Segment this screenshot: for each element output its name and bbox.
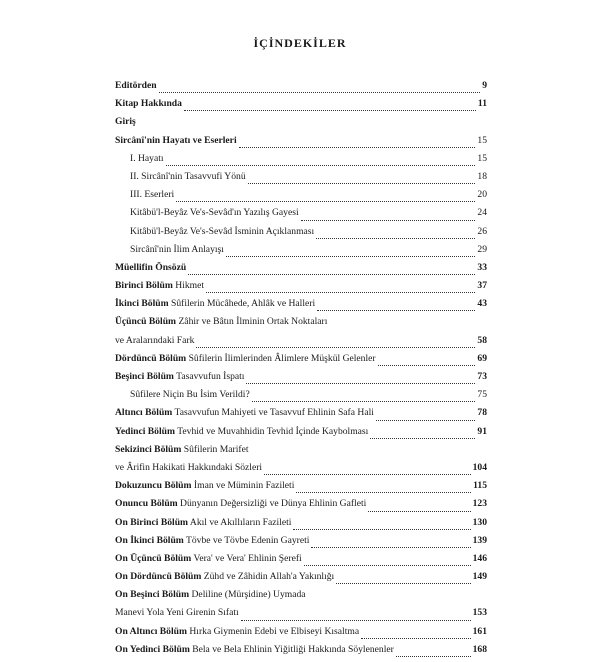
page-number: 123 bbox=[472, 498, 487, 510]
page-number: 161 bbox=[472, 625, 487, 637]
dot-leader bbox=[296, 491, 471, 493]
page-number: 115 bbox=[473, 480, 487, 492]
toc-entry bbox=[115, 244, 487, 262]
toc-entry-label bbox=[115, 262, 186, 273]
toc-entry-section-title: Kitap Hakkında bbox=[115, 98, 182, 110]
toc-entry-section-title: On İkinci Bölüm bbox=[115, 534, 184, 546]
page-number: 15 bbox=[477, 134, 487, 146]
toc-entry-label bbox=[115, 371, 244, 382]
toc-entry-text: Hırka Giymenin Edebi ve Elbiseyi Kısaltma bbox=[186, 625, 360, 637]
toc-entry-text: Kitâbü'l-Beyâz Ve's-Sevâd'ın Yazılış Gayesi bbox=[130, 207, 299, 219]
toc-entry-section-title: Onuncu Bölüm bbox=[115, 498, 178, 510]
page-number: 149 bbox=[472, 571, 487, 583]
toc-entry-label bbox=[115, 444, 249, 455]
page-number: 139 bbox=[472, 534, 487, 546]
toc-entry-label bbox=[115, 517, 291, 528]
toc-entry-section-title: Dördüncü Bölüm bbox=[115, 352, 187, 364]
toc-entry-text: Sûfilerin Marifet bbox=[181, 443, 249, 455]
toc-entry-section-title: On Yedinci Bölüm bbox=[115, 643, 190, 655]
toc-entry-label bbox=[115, 462, 262, 473]
toc-entry bbox=[115, 80, 487, 98]
toc-entry-label bbox=[115, 335, 194, 346]
toc-entry-label bbox=[115, 535, 309, 546]
toc-entry-label bbox=[115, 607, 239, 618]
toc-entry bbox=[115, 626, 487, 644]
table-of-contents bbox=[115, 80, 487, 662]
toc-entry bbox=[115, 426, 487, 444]
page-number: 73 bbox=[477, 371, 487, 382]
dot-leader bbox=[188, 273, 475, 275]
toc-entry-section-title: On Beşinci Bölüm bbox=[115, 589, 190, 601]
toc-entry bbox=[115, 480, 487, 498]
toc-entry-text: İman ve Müminin Fazileti bbox=[191, 480, 295, 492]
toc-entry-label bbox=[115, 298, 315, 309]
toc-entry-label bbox=[115, 80, 157, 91]
toc-entry-label bbox=[130, 171, 246, 182]
dot-leader bbox=[239, 146, 476, 148]
toc-entry bbox=[115, 535, 487, 553]
page-number: 69 bbox=[477, 352, 487, 364]
toc-entry bbox=[115, 116, 487, 134]
toc-entry bbox=[115, 226, 487, 244]
dot-leader bbox=[159, 91, 481, 93]
toc-entry-section-title: Birinci Bölüm bbox=[115, 280, 173, 292]
page-number: 104 bbox=[472, 461, 487, 473]
dot-leader bbox=[317, 309, 475, 311]
toc-entry-text: ve Ârifin Hakikati Hakkındaki Sözleri bbox=[115, 461, 263, 473]
toc-entry bbox=[115, 389, 487, 407]
toc-entry-text: Tasavvufun Mahiyeti ve Tasavvuf Ehlinin Safa Hali bbox=[172, 407, 374, 419]
dot-leader bbox=[176, 200, 475, 202]
page-number: 43 bbox=[477, 298, 487, 310]
page-number: 168 bbox=[472, 643, 487, 655]
toc-entry bbox=[115, 298, 487, 316]
toc-entry-label bbox=[130, 189, 174, 200]
toc-entry-text: Tasavvufun İspatı bbox=[173, 371, 245, 382]
toc-entry-label bbox=[115, 426, 368, 437]
toc-entry bbox=[115, 644, 487, 662]
dot-leader bbox=[368, 510, 470, 512]
page-number: 33 bbox=[477, 261, 487, 273]
toc-entry-text: Dünyanın Değersizliği ve Dünya Ehlinin Gafleti bbox=[177, 498, 367, 510]
page-number: 26 bbox=[477, 225, 487, 237]
toc-entry-text: Kitâbü'l-Beyâz Ve's-Sevâd İsminin Açıklanması bbox=[130, 225, 315, 237]
toc-entry-section-title: On Altıncı Bölüm bbox=[115, 625, 187, 637]
toc-entry bbox=[115, 207, 487, 225]
page-number: 75 bbox=[477, 389, 487, 401]
toc-entry-label bbox=[130, 153, 164, 164]
toc-entry bbox=[115, 517, 487, 535]
toc-entry-label bbox=[115, 280, 204, 291]
toc-entry-section-title: Dokuzuncu Bölüm bbox=[115, 480, 192, 492]
toc-entry-text: Sircânî'nin İlim Anlayışı bbox=[130, 243, 224, 255]
page-number: 146 bbox=[472, 552, 487, 564]
toc-entry bbox=[115, 371, 487, 389]
toc-entry-section-title: Editörden bbox=[115, 80, 157, 91]
toc-entry-label bbox=[115, 407, 374, 418]
page-number: 11 bbox=[477, 98, 487, 110]
dot-leader bbox=[264, 473, 471, 475]
dot-leader bbox=[311, 546, 470, 548]
dot-leader bbox=[252, 400, 476, 402]
toc-entry bbox=[115, 553, 487, 571]
toc-entry-section-title: On Üçüncü Bölüm bbox=[115, 552, 192, 564]
toc-entry-section-title: Müellifin Önsözü bbox=[115, 261, 187, 273]
toc-entry bbox=[115, 316, 487, 334]
page-number: 91 bbox=[477, 425, 487, 437]
toc-entry bbox=[115, 280, 487, 298]
toc-entry-text: I. Hayatı bbox=[130, 152, 164, 164]
dot-leader bbox=[361, 637, 471, 639]
dot-leader bbox=[304, 564, 471, 566]
toc-entry-text: Zâhir ve Bâtın İlminin Ortak Noktaları bbox=[176, 316, 328, 328]
toc-entry-section-title: Sircânî'nin Hayatı ve Eserleri bbox=[115, 134, 237, 146]
page-number: 24 bbox=[477, 207, 487, 219]
toc-entry bbox=[115, 135, 487, 153]
page-number: 29 bbox=[477, 243, 487, 255]
dot-leader bbox=[226, 255, 475, 257]
toc-entry-label bbox=[115, 644, 394, 655]
toc-entry bbox=[115, 589, 487, 607]
dot-leader bbox=[378, 364, 476, 366]
toc-entry-section-title: On Birinci Bölüm bbox=[115, 516, 189, 528]
toc-entry-section-title: Üçüncü Bölüm bbox=[115, 316, 177, 328]
toc-entry bbox=[115, 98, 487, 116]
toc-entry-label bbox=[115, 571, 334, 582]
toc-entry-label bbox=[115, 498, 366, 509]
toc-entry-label bbox=[115, 480, 294, 491]
toc-entry bbox=[115, 353, 487, 371]
toc-entry-label bbox=[115, 589, 306, 600]
toc-entry-section-title: Beşinci Bölüm bbox=[115, 371, 174, 382]
toc-entry-section-title: Yedinci Bölüm bbox=[115, 425, 175, 437]
toc-entry-text: Tevhid ve Muvahhidin Tevhid İçinde Kaybolması bbox=[174, 425, 369, 437]
toc-entry-text: Zühd ve Zâhidin Allah'a Yakınlığı bbox=[201, 571, 335, 583]
toc-entry-text: Bela ve Bela Ehlinin Yiğitliği Hakkında Söylenenler bbox=[189, 643, 394, 655]
toc-entry-text: Vera' ve Vera' Ehlinin Şerefi bbox=[191, 552, 302, 564]
toc-entry-label bbox=[115, 116, 136, 127]
toc-entry bbox=[115, 607, 487, 625]
toc-entry-text: Manevi Yola Yeni Girenin Sıfatı bbox=[115, 607, 239, 619]
dot-leader bbox=[376, 419, 476, 421]
toc-entry-section-title: On Dördüncü Bölüm bbox=[115, 571, 202, 583]
toc-entry-text: Sûfilere Niçin Bu İsim Verildi? bbox=[130, 389, 250, 401]
toc-entry bbox=[115, 171, 487, 189]
toc-entry-text: III. Eserleri bbox=[130, 189, 175, 201]
dot-leader bbox=[316, 237, 475, 239]
toc-entry-label bbox=[115, 626, 359, 637]
toc-entry bbox=[115, 462, 487, 480]
page-number: 18 bbox=[477, 170, 487, 182]
toc-entry-text: Akıl ve Akıllıların Fazileti bbox=[188, 516, 292, 528]
toc-entry bbox=[115, 407, 487, 425]
toc-entry bbox=[115, 262, 487, 280]
dot-leader bbox=[293, 528, 470, 530]
dot-leader bbox=[206, 291, 475, 293]
toc-entry-text: Deliline (Mürşidine) Uymada bbox=[189, 589, 306, 601]
toc-entry bbox=[115, 189, 487, 207]
page-number: 20 bbox=[477, 189, 487, 201]
toc-entry-label bbox=[115, 353, 376, 364]
toc-entry-text: Sûfilerin Mücâhede, Ahlâk ve Halleri bbox=[168, 298, 316, 310]
toc-entry-section-title: Giriş bbox=[115, 116, 136, 128]
toc-entry-label bbox=[115, 98, 182, 109]
toc-entry-section-title: İkinci Bölüm bbox=[115, 298, 169, 310]
toc-entry bbox=[115, 153, 487, 171]
dot-leader bbox=[241, 619, 471, 621]
toc-entry-label bbox=[115, 135, 237, 146]
dot-leader bbox=[166, 164, 476, 166]
toc-entry-label bbox=[130, 244, 224, 255]
toc-entry-label bbox=[130, 389, 250, 400]
dot-leader bbox=[370, 437, 475, 439]
toc-entry-label bbox=[130, 207, 299, 218]
page-number: 58 bbox=[477, 334, 487, 346]
toc-entry bbox=[115, 335, 487, 353]
toc-entry bbox=[115, 444, 487, 462]
page-number: 78 bbox=[477, 407, 487, 419]
dot-leader bbox=[184, 109, 476, 111]
dot-leader bbox=[248, 182, 476, 184]
page-number: 130 bbox=[472, 516, 487, 528]
toc-entry bbox=[115, 498, 487, 516]
toc-entry-text: Sûfilerin İlimlerinden Âlimlere Müşkül Gelenler bbox=[186, 352, 376, 364]
toc-entry-label bbox=[130, 226, 314, 237]
toc-entry bbox=[115, 571, 487, 589]
page-title: İÇİNDEKİLER bbox=[253, 36, 347, 50]
toc-entry-text: II. Sircânî'nin Tasavvufi Yönü bbox=[130, 170, 246, 182]
toc-entry-text: ve Aralarındaki Fark bbox=[115, 334, 195, 346]
toc-entry-label bbox=[115, 316, 327, 327]
toc-entry-label bbox=[115, 553, 302, 564]
dot-leader bbox=[246, 382, 475, 384]
dot-leader bbox=[396, 655, 471, 657]
page-number: 37 bbox=[477, 280, 487, 292]
page-number: 9 bbox=[482, 80, 487, 91]
dot-leader bbox=[301, 219, 476, 221]
page-number: 153 bbox=[472, 607, 487, 619]
toc-entry-section-title: Altıncı Bölüm bbox=[115, 407, 173, 419]
toc-entry-section-title: Sekizinci Bölüm bbox=[115, 443, 182, 455]
toc-entry-text: Hikmet bbox=[172, 280, 205, 292]
dot-leader bbox=[196, 346, 475, 348]
dot-leader bbox=[336, 582, 470, 584]
page-number: 15 bbox=[477, 152, 487, 164]
toc-entry-text: Tövbe ve Tövbe Edenin Gayreti bbox=[183, 534, 310, 546]
